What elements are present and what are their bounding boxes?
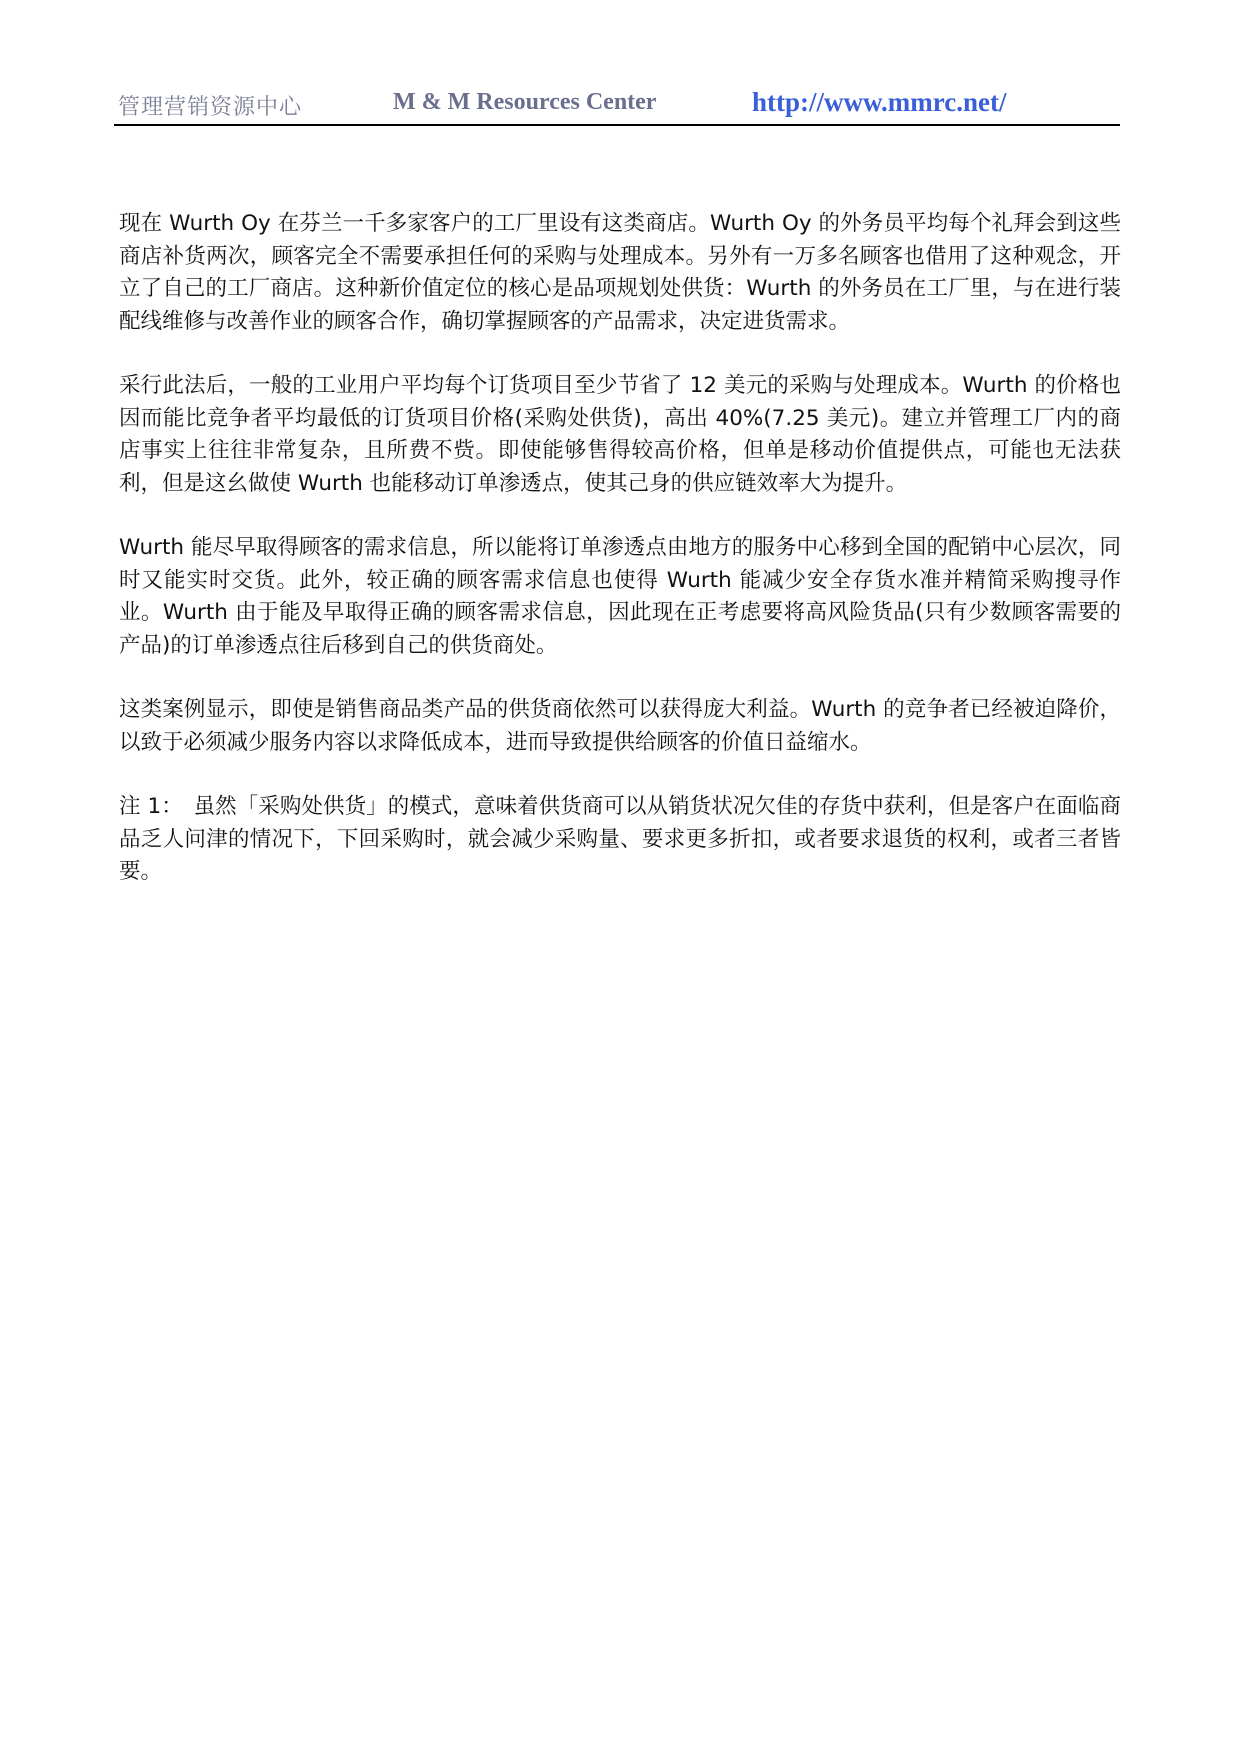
footnote-1: 注 1： 虽然「采购处供货」的模式，意味着供货商可以从销货状况欠佳的存货中获利，但是客户在面临商品乏人问津的情况下，下回采购时，就会减少采购量、要求更多折扣，或者要求退货的权利，或者三者皆要。	[119, 794, 1121, 884]
document-body	[119, 208, 1121, 921]
org-name-chinese: 管理营销资源中心	[118, 95, 303, 120]
page-header	[114, 86, 1120, 126]
paragraph-case-conclusion: 这类案例显示，即使是销售商品类产品的供货商依然可以获得庞大利益。Wurth 的竞争者已经被迫降价，以致于必须减少服务内容以求降低成本，进而导致提供给顾客的价值日益缩水。	[119, 697, 1121, 755]
website-link[interactable]: http://www.mmrc.net/	[752, 87, 1007, 117]
paragraph-cost-savings: 采行此法后，一般的工业用户平均每个订货项目至少节省了 12 美元的采购与处理成本。Wurth 的价格也因而能比竞争者平均最低的订货项目价格(采购处供货)，高出 40%(7.25 美元)。建立并管理工厂内的商店事实上往往非常复杂，且所费不赀。即使能够售得较高价格，但单是移动价值提供点，可能也无法获利，但是这幺做使 Wurth 也能移动订单渗透点，使其己身的供应链效率大为提升。	[119, 373, 1121, 496]
org-name-english: M & M Resources Center	[393, 89, 657, 115]
paragraph-order-penetration: Wurth 能尽早取得顾客的需求信息，所以能将订单渗透点由地方的服务中心移到全国的配销中心层次，同时又能实时交货。此外，较正确的顾客需求信息也使得 Wurth 能减少安全存货水准并精简采购搜寻作业。Wurth 由于能及早取得正确的顾客需求信息，因此现在正考虑要将高风险货品(只有少数顾客需要的产品)的订单渗透点往后移到自己的供货商处。	[119, 535, 1121, 658]
paragraph-wurth-oy-stores: 现在 Wurth Oy 在芬兰一千多家客户的工厂里设有这类商店。Wurth Oy 的外务员平均每个礼拜会到这些商店补货两次，顾客完全不需要承担任何的采购与处理成本。另外有一万多名顾客也借用了这种观念，开立了自己的工厂商店。这种新价值定位的核心是品项规划处供货：Wurth 的外务员在工厂里，与在进行装配线维修与改善作业的顾客合作，确切掌握顾客的产品需求，决定进货需求。	[119, 211, 1121, 334]
